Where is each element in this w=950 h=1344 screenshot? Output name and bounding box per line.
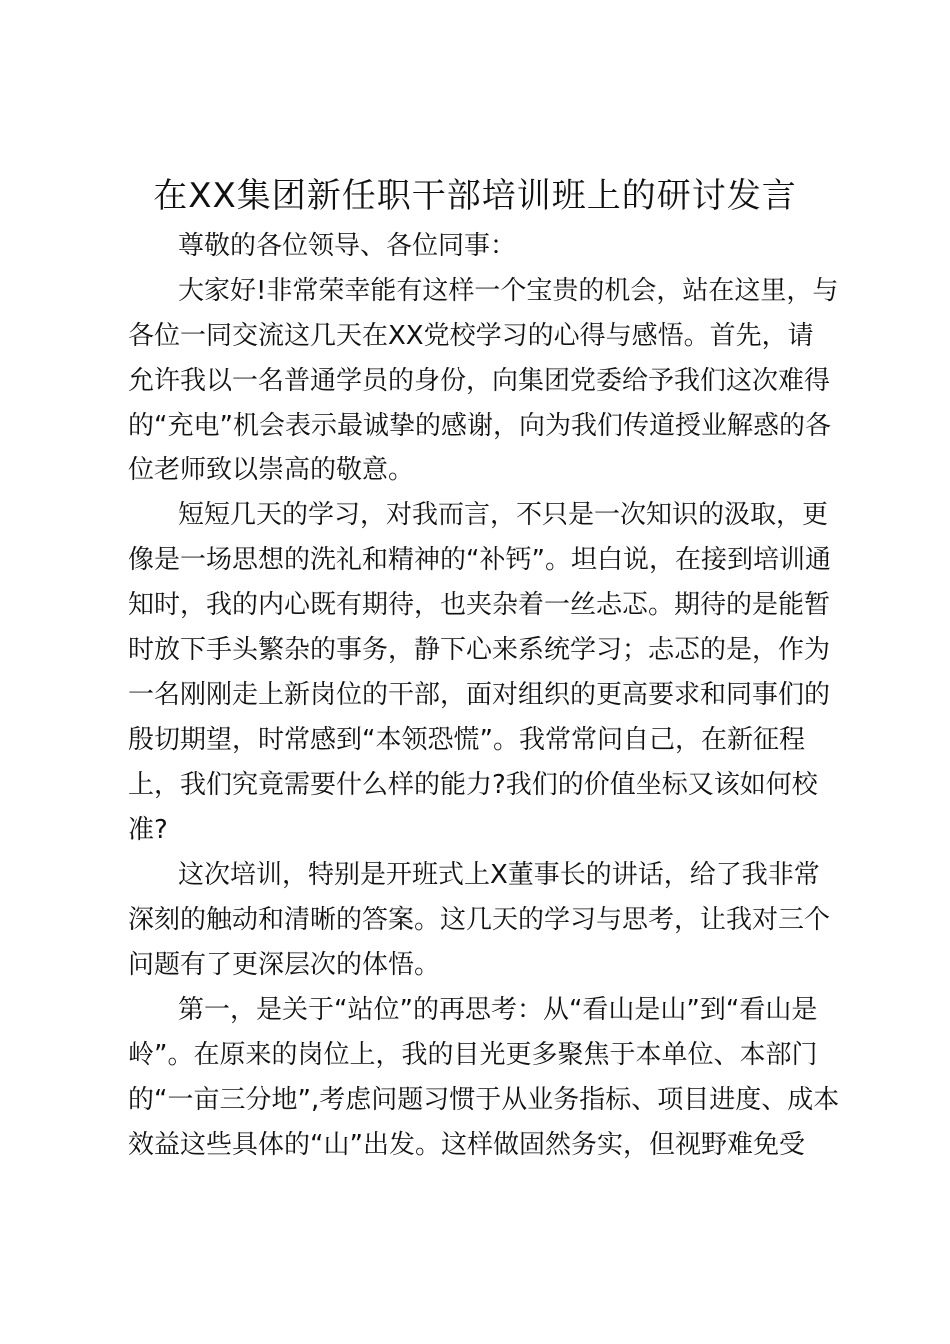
paragraph-line: 上，我们究竟需要什么样的能力?我们的价值坐标又该如何校	[128, 770, 818, 800]
paragraph-line: 短短几天的学习，对我而言，不只是一次知识的汲取，更	[178, 500, 829, 530]
paragraph-line: 大家好!非常荣幸能有这样一个宝贵的机会，站在这里，与	[178, 276, 839, 306]
paragraph-line: 岭”。在原来的岗位上，我的目光更多聚焦于本单位、本部门	[128, 1040, 818, 1070]
paragraph-line: 允许我以一名普通学员的身份，向集团党委给予我们这次难得	[128, 366, 831, 396]
paragraph-line: 像是一场思想的洗礼和精神的“补钙”。坦白说，在接到培训通	[128, 545, 831, 575]
paragraph-line: 准?	[128, 815, 168, 845]
paragraph-line: 知时，我的内心既有期待，也夹杂着一丝忐忑。期待的是能暂	[128, 590, 831, 620]
paragraph-line: 效益这些具体的“山”出发。这样做固然务实，但视野难免受	[128, 1130, 805, 1160]
paragraph-line: 第一，是关于“站位”的再思考：从“看山是山”到“看山是	[178, 995, 818, 1025]
paragraph-line: 位老师致以崇高的敬意。	[128, 455, 415, 485]
paragraph-line: 这次培训，特别是开班式上X董事长的讲话，给了我非常	[178, 860, 820, 890]
paragraph-line: 各位一同交流这几天在XX党校学习的心得与感悟。首先，请	[128, 321, 814, 351]
paragraph-line: 深刻的触动和清晰的答案。这几天的学习与思考，让我对三个	[128, 905, 831, 935]
paragraph-line: 的“一亩三分地”,考虑问题习惯于从业务指标、项目进度、成本	[128, 1085, 840, 1115]
paragraph-line: 时放下手头繁杂的事务，静下心来系统学习；忐忑的是，作为	[128, 635, 831, 665]
greeting-line: 尊敬的各位领导、各位同事：	[178, 231, 517, 261]
paragraph-line: 的“充电”机会表示最诚挚的感谢，向为我们传道授业解惑的各	[128, 411, 831, 441]
paragraph-line: 殷切期望，时常感到“本领恐慌”。我常常问自己，在新征程	[128, 725, 805, 755]
document-title: 在XX集团新任职干部培训班上的研讨发言	[153, 176, 797, 216]
paragraph-line: 问题有了更深层次的体悟。	[128, 950, 441, 980]
paragraph-line: 一名刚刚走上新岗位的干部，面对组织的更高要求和同事们的	[128, 680, 831, 710]
